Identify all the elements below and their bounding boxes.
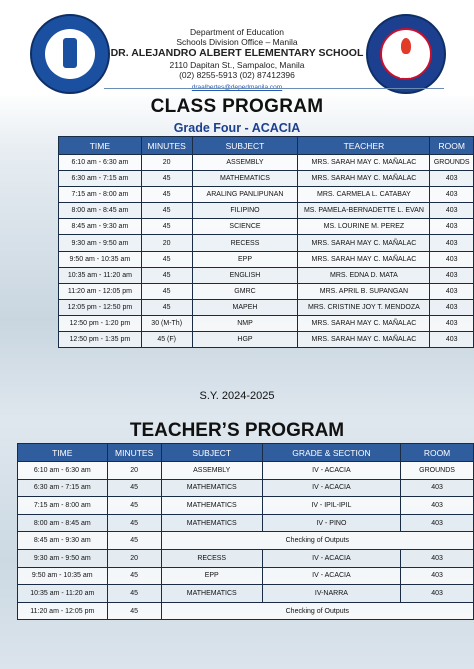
table-cell: 20 — [141, 155, 192, 171]
table-cell: EPP — [161, 567, 262, 585]
table-cell: ARALING PANLIPUNAN — [192, 187, 298, 203]
table-row — [59, 251, 474, 267]
table-cell: 403 — [430, 219, 474, 235]
table-cell: 10:35 am - 11:20 am — [59, 267, 142, 283]
table-cell: 6:10 am - 6:30 am — [59, 155, 142, 171]
table-row — [59, 267, 474, 283]
teacher-program-title: TEACHER’S PROGRAM — [129, 420, 345, 441]
table-cell: MATHEMATICS — [161, 514, 262, 532]
table-cell: 403 — [430, 283, 474, 299]
table-cell: Checking of Outputs — [161, 532, 473, 550]
division-name: Schools Division Office – Manila — [176, 37, 298, 47]
table-cell: MRS. CRISTINE JOY T. MENDOZA — [298, 299, 430, 315]
table-cell: MS. LOURINE M. PEREZ — [298, 219, 430, 235]
school-phone: (02) 8255-5913 (02) 87412396 — [179, 70, 295, 80]
table-cell: 45 — [107, 602, 161, 620]
column-header: GRADE & SECTION — [262, 444, 400, 462]
table-cell: IV - ACACIA — [262, 479, 400, 497]
table-cell: 403 — [401, 585, 474, 603]
table-row — [59, 203, 474, 219]
table-cell: SCIENCE — [192, 219, 298, 235]
table-cell: 8:45 am - 9:30 am — [18, 532, 108, 550]
table-row — [18, 602, 474, 620]
table-cell: GROUNDS — [401, 462, 474, 480]
class-program-title: CLASS PROGRAM — [150, 96, 324, 117]
table-cell: 403 — [430, 299, 474, 315]
table-cell: 45 — [141, 251, 192, 267]
table-cell: 8:00 am - 8:45 am — [18, 514, 108, 532]
table-cell: 403 — [430, 187, 474, 203]
school-name: DR. ALEJANDRO ALBERT ELEMENTARY SCHOOL — [110, 47, 364, 59]
table-cell: 45 (F) — [141, 332, 192, 348]
table-cell: 20 — [141, 235, 192, 251]
table-cell: HGP — [192, 332, 298, 348]
school-address: 2110 Dapitan St., Sampaloc, Manila — [169, 60, 305, 70]
department-name: Department of Education — [189, 27, 285, 37]
table-cell: ASSEMBLY — [161, 462, 262, 480]
table-cell: 9:50 am - 10:35 am — [59, 251, 142, 267]
table-cell: MRS. EDNA D. MATA — [298, 267, 430, 283]
table-cell: 6:30 am - 7:15 am — [59, 171, 142, 187]
table-cell: 403 — [401, 497, 474, 515]
table-row — [18, 497, 474, 515]
table-row — [18, 514, 474, 532]
table-cell: 12:50 pm - 1:35 pm — [59, 332, 142, 348]
school-year: S.Y. 2024-2025 — [199, 390, 275, 402]
table-cell: GMRC — [192, 283, 298, 299]
column-header: TEACHER — [298, 137, 430, 155]
table-cell: 7:15 am - 8:00 am — [59, 187, 142, 203]
table-cell: RECESS — [161, 549, 262, 567]
table-cell: 45 — [107, 479, 161, 497]
table-cell: 403 — [430, 267, 474, 283]
table-cell: MRS. SARAH MAY C. MAÑALAC — [298, 235, 430, 251]
table-cell: 45 — [141, 171, 192, 187]
table-cell: MRS. SARAH MAY C. MAÑALAC — [298, 315, 430, 331]
table-cell: 45 — [141, 219, 192, 235]
table-cell: 403 — [430, 315, 474, 331]
class-program-subtitle: Grade Four - ACACIA — [173, 121, 301, 135]
column-header: MINUTES — [107, 444, 161, 462]
table-cell: 403 — [401, 514, 474, 532]
table-cell: 11:20 am - 12:05 pm — [18, 602, 108, 620]
table-row — [59, 187, 474, 203]
table-cell: MAPEH — [192, 299, 298, 315]
table-cell: Checking of Outputs — [161, 602, 473, 620]
table-cell: IV - ACACIA — [262, 567, 400, 585]
table-cell: MRS. APRIL B. SUPANGAN — [298, 283, 430, 299]
table-row — [59, 235, 474, 251]
table-cell: 45 — [107, 567, 161, 585]
table-cell: 9:30 am - 9:50 am — [18, 549, 108, 567]
table-cell: GROUNDS — [430, 155, 474, 171]
column-header: ROOM — [401, 444, 474, 462]
table-cell: 403 — [430, 332, 474, 348]
column-header: SUBJECT — [192, 137, 298, 155]
table-cell: MATHEMATICS — [161, 479, 262, 497]
table-cell: 403 — [401, 479, 474, 497]
table-cell: 8:45 am - 9:30 am — [59, 219, 142, 235]
table-cell: IV - PINO — [262, 514, 400, 532]
table-cell: 45 — [141, 203, 192, 219]
table-cell: ENGLISH — [192, 267, 298, 283]
table-cell: EPP — [192, 251, 298, 267]
table-cell: 9:50 am - 10:35 am — [18, 567, 108, 585]
table-cell: 45 — [107, 514, 161, 532]
table-cell: MRS. CARMELA L. CATABAY — [298, 187, 430, 203]
table-cell: 6:30 am - 7:15 am — [18, 479, 108, 497]
table-cell: 20 — [107, 549, 161, 567]
table-cell: 403 — [401, 567, 474, 585]
table-cell: MRS. SARAH MAY C. MAÑALAC — [298, 332, 430, 348]
table-cell: 403 — [430, 203, 474, 219]
table-cell: MRS. SARAH MAY C. MAÑALAC — [298, 155, 430, 171]
table-row — [59, 332, 474, 348]
table-cell: MATHEMATICS — [192, 171, 298, 187]
column-header: SUBJECT — [161, 444, 262, 462]
table-row — [59, 299, 474, 315]
column-header: MINUTES — [141, 137, 192, 155]
teacher-program-table — [17, 443, 474, 620]
table-cell: 45 — [107, 497, 161, 515]
table-cell: 45 — [107, 532, 161, 550]
table-cell: MATHEMATICS — [161, 497, 262, 515]
table-cell: 403 — [430, 171, 474, 187]
table-cell: 12:50 pm - 1:20 pm — [59, 315, 142, 331]
table-row — [59, 155, 474, 171]
table-cell: MATHEMATICS — [161, 585, 262, 603]
seal-year: 1937 — [399, 74, 413, 80]
table-cell: 9:30 am - 9:50 am — [59, 235, 142, 251]
table-cell: IV - IPIL-IPIL — [262, 497, 400, 515]
table-row — [18, 585, 474, 603]
table-cell: NMP — [192, 315, 298, 331]
table-cell: FILIPINO — [192, 203, 298, 219]
table-cell: 403 — [430, 251, 474, 267]
table-cell: MRS. SARAH MAY C. MAÑALAC — [298, 171, 430, 187]
table-cell: 6:10 am - 6:30 am — [18, 462, 108, 480]
table-cell: 45 — [141, 299, 192, 315]
table-cell: 8:00 am - 8:45 am — [59, 203, 142, 219]
column-header: TIME — [18, 444, 108, 462]
table-cell: 45 — [141, 267, 192, 283]
table-cell: RECESS — [192, 235, 298, 251]
table-cell: MS. PAMELA-BERNADETTE L. EVAN — [298, 203, 430, 219]
table-cell: 10:35 am - 11:20 am — [18, 585, 108, 603]
table-cell: 45 — [141, 187, 192, 203]
table-cell: IV - ACACIA — [262, 549, 400, 567]
table-cell: IV - ACACIA — [262, 462, 400, 480]
table-row — [18, 479, 474, 497]
class-program-table — [58, 136, 474, 348]
table-cell: 30 (M-Th) — [141, 315, 192, 331]
table-cell: 7:15 am - 8:00 am — [18, 497, 108, 515]
table-cell: 12:05 pm - 12:50 pm — [59, 299, 142, 315]
table-cell: MRS. SARAH MAY C. MAÑALAC — [298, 251, 430, 267]
table-row — [18, 567, 474, 585]
column-header: ROOM — [430, 137, 474, 155]
table-row — [59, 283, 474, 299]
table-cell: 11:20 am - 12:05 pm — [59, 283, 142, 299]
table-cell: 45 — [107, 585, 161, 603]
table-row — [59, 171, 474, 187]
table-row — [59, 219, 474, 235]
table-cell: 45 — [141, 283, 192, 299]
table-row — [18, 549, 474, 567]
table-row — [18, 462, 474, 480]
table-cell: IV-NARRA — [262, 585, 400, 603]
table-cell: 20 — [107, 462, 161, 480]
column-header: TIME — [59, 137, 142, 155]
table-cell: ASSEMBLY — [192, 155, 298, 171]
table-cell: 403 — [430, 235, 474, 251]
table-row — [18, 532, 474, 550]
table-row — [59, 315, 474, 331]
table-cell: 403 — [401, 549, 474, 567]
